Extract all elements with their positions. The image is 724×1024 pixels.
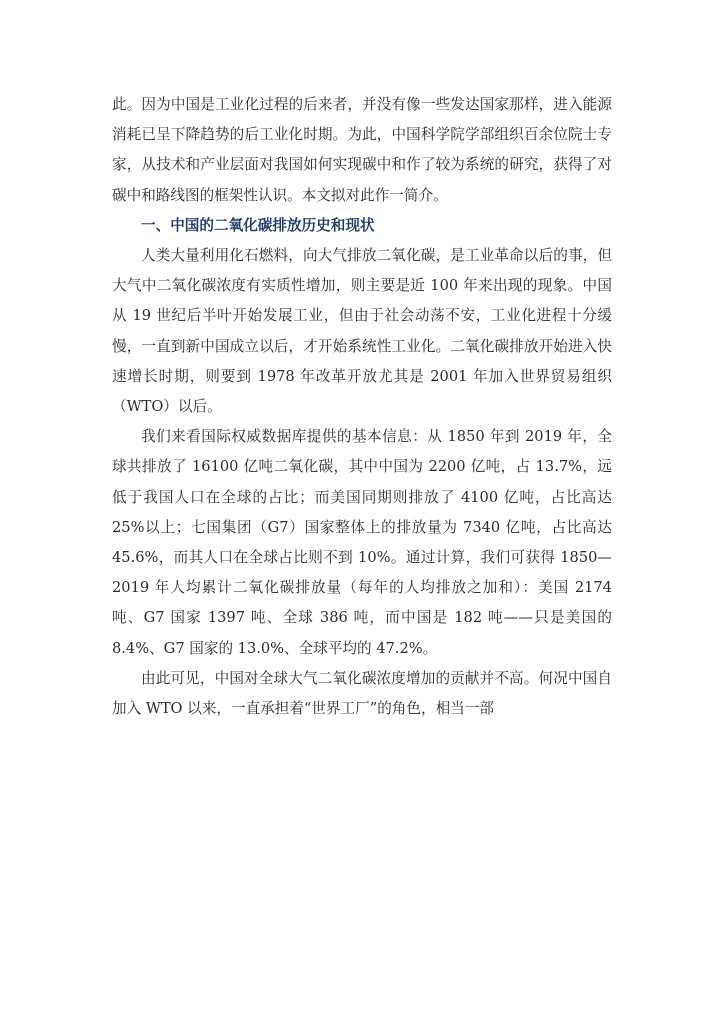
document-body [112, 90, 612, 724]
section-heading: 一、中国的二氧化碳排放历史和现状 [141, 216, 375, 234]
paragraph-emission-statistics: 我们来看国际权威数据库提供的基本信息：从 1850 年到 2019 年，全球共排放了 16100 亿吨二氧化碳，其中中国为 2200 亿吨，占 13.7%，远低于我国人口在全球的占比；而美国同期则排放了 4100 亿吨，占比高达 25%以上；七国集团（G7）国家整体上的排放量为 7340 亿吨，占比高达 45.6%，而其人口在全球占比则不到 10%。通过计算，我们可获得 1850—2019 年人均累计二氧化碳排放量（每年的人均排放之加和）：美国 2174 吨、G7 国家 1397 吨、全球 386 吨，而中国是 182 吨——只是美国的 8.4%、G7 国家的 13.0%、全球平均的 47.2%。 [112, 428, 612, 657]
paragraph-industrial-history: 人类大量利用化石燃料，向大气排放二氧化碳，是工业革命以后的事，但大气中二氧化碳浓度有实质性增加，则主要是近 100 年来出现的现象。中国从 19 世纪后半叶开始发展工业，但由于社会动荡不安，工业化进程十分缓慢，一直到新中国成立以后，才开始系统性工业化。二氧化碳排放开始进入快速增长时期，则要到 1978 年改革开放尤其是 2001 年加入世界贸易组织（WTO）以后。 [112, 247, 612, 416]
paragraph-intro-continuation: 此。因为中国是工业化过程的后来者，并没有像一些发达国家那样，进入能源消耗已呈下降趋势的后工业化时期。为此，中国科学院学部组织百余位院士专家，从技术和产业层面对我国如何实现碳中和作了较为系统的研究，获得了对碳中和路线图的框架性认识。本文拟对此作一简介。 [112, 96, 612, 204]
paragraph-contribution-summary: 由此可见，中国对全球大气二氧化碳浓度增加的贡献并不高。何况中国自加入 WTO 以来，一直承担着“世界工厂”的角色，相当一部 [112, 669, 612, 718]
